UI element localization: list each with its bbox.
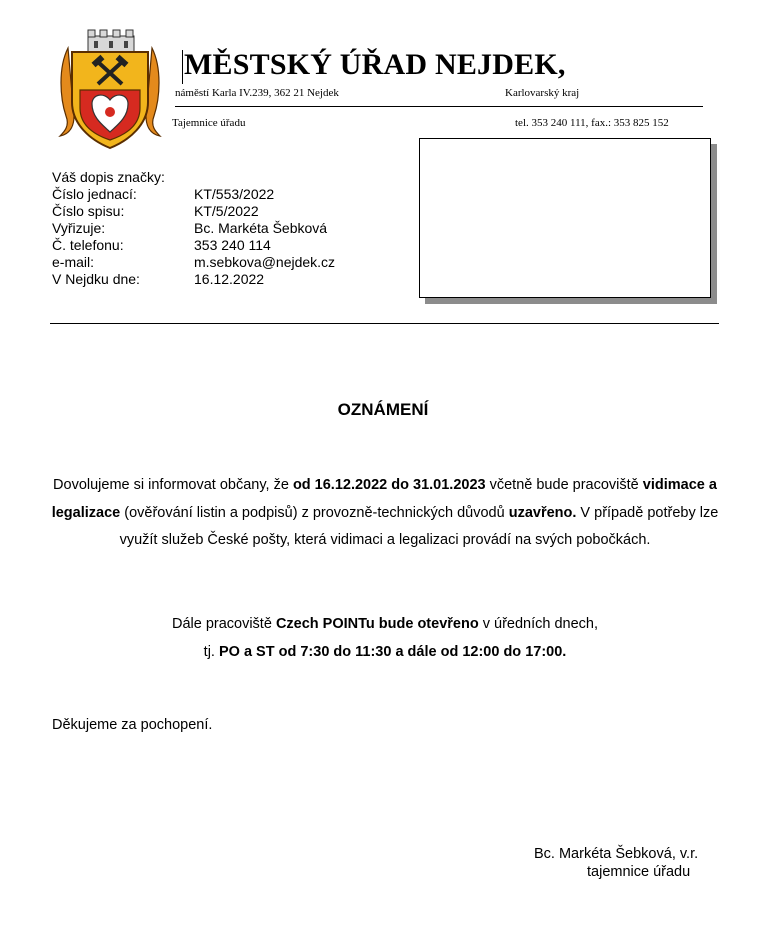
notice-paragraph-closure [40, 472, 730, 555]
reference-label: Č. telefonu: [52, 237, 124, 253]
reference-label: V Nejdku dne: [52, 271, 140, 287]
notice-heading: OZNÁMENÍ [337, 400, 429, 419]
reference-value: 16.12.2022 [194, 271, 265, 287]
reference-value: m.sebkova@nejdek.cz [194, 254, 336, 270]
reference-label: Váš dopis značky: [52, 169, 165, 185]
text-span: V případě potřeby lze využít služeb České pošty, která vidimaci a legalizaci provádí na svých pobočkách. [119, 504, 719, 548]
reference-label: Vyřizuje: [52, 220, 106, 236]
notice-paragraph-czechpoint [40, 611, 730, 666]
office-region: Karlovarský kraj [505, 87, 580, 99]
office-address: náměstí Karla IV.239, 362 21 Nejdek [175, 87, 339, 99]
office-title: MĚSTSKÝ ÚŘAD NEJDEK, [184, 48, 566, 81]
reference-value: KT/553/2022 [194, 186, 275, 202]
text-span: Dovolujeme si informovat občany, že [53, 477, 293, 493]
reference-value: Bc. Markéta Šebková [194, 220, 328, 236]
signature-role: tajemnice úřadu [587, 864, 691, 880]
department-label: Tajemnice úřadu [172, 117, 246, 129]
reference-value: 353 240 114 [194, 237, 271, 253]
closing-text: Děkujeme za pochopení. [52, 717, 213, 733]
coat-of-arms-logo [58, 28, 162, 152]
text-span: v úředních dnech, [478, 616, 599, 632]
opening-hours: PO a ST od 7:30 do 11:30 a dále od 12:00 do 17:00. [218, 643, 567, 660]
recipient-address-box [419, 138, 711, 298]
reference-label: Číslo jednací: [52, 186, 137, 202]
signature-name: Bc. Markéta Šebková, v.r. [534, 846, 699, 862]
text-span: Dále pracoviště [171, 616, 276, 632]
closure-dates: od 16.12.2022 do 31.01.2023 [292, 477, 486, 493]
service-name: vidimace a legalizace [51, 477, 717, 521]
closed-status: uzavřeno. [508, 504, 577, 521]
header-divider [175, 106, 703, 107]
text-span: (ověřování listin a podpisů) z provozně-technických důvodů [120, 504, 509, 521]
reference-label: e-mail: [52, 254, 95, 270]
text-span: tj. [203, 643, 219, 660]
czechpoint-open: Czech POINTu bude otevřeno [275, 616, 479, 632]
text-cursor [182, 50, 183, 84]
contact-phone-fax: tel. 353 240 111, fax.: 353 825 152 [515, 117, 669, 129]
reference-label: Číslo spisu: [52, 203, 125, 219]
text-span: včetně bude pracoviště [485, 477, 643, 493]
reference-value: KT/5/2022 [194, 203, 259, 219]
body-divider [50, 323, 719, 324]
